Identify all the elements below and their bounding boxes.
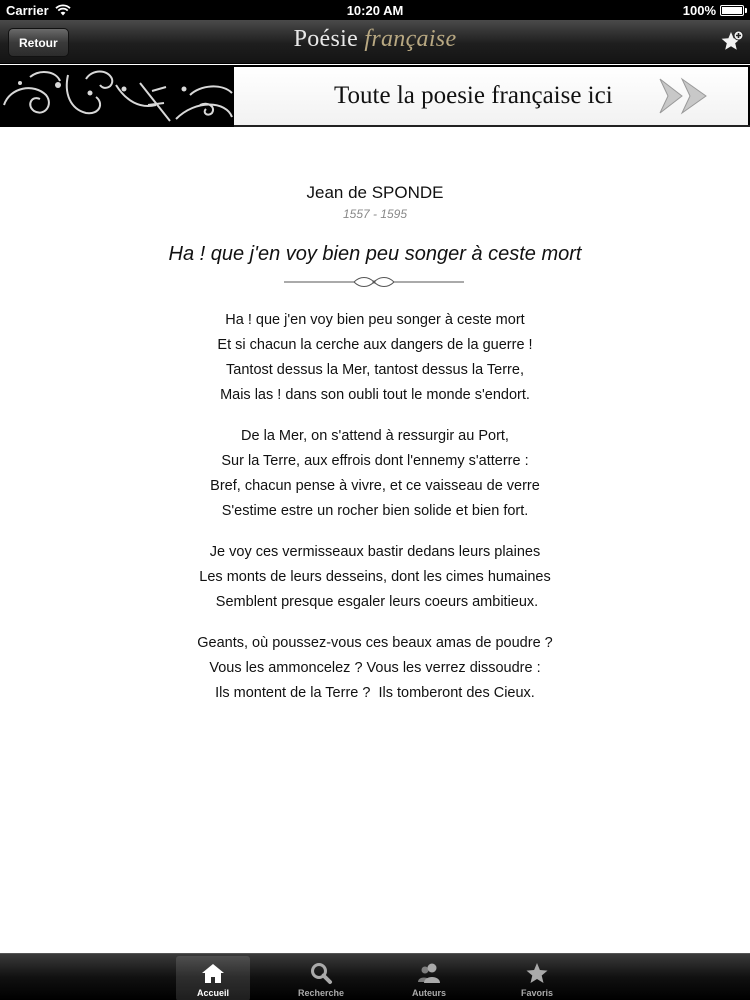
wifi-icon [55,4,71,16]
stanza [0,308,750,408]
double-chevron-right-icon [656,77,712,115]
verse-line: Semblent presque esgaler leurs coeurs ambitieux. [211,594,539,610]
verse-line: Geants, où poussez-vous ces beaux amas de poudre ? [197,635,553,651]
search-icon [308,961,334,985]
verse-line: Je voy ces vermisseaux bastir dedans leurs plaines [209,544,541,560]
poem-view [0,127,750,953]
tab-label: Favoris [520,988,553,998]
stanza [0,540,750,615]
verse-line: Mais las ! dans son oubli tout le monde s'endort. [220,387,530,403]
stanza [0,631,750,706]
navigation-bar [0,20,750,64]
tab-recherche[interactable] [267,954,375,1000]
app-title-main: Poésie [293,26,359,52]
banner-panel [234,67,748,125]
tab-label: Accueil [196,988,229,998]
back-button[interactable]: Retour [8,28,69,57]
battery-percent: 100% [682,2,716,18]
verse-line: S'estime estre un rocher bien solide et bien fort. [221,503,529,519]
verse-line: Les monts de leurs desseins, dont les cimes humaines [199,569,551,585]
tab-accueil[interactable] [176,956,250,1000]
battery-icon [720,5,744,16]
poem-title: Ha ! que j'en voy bien peu songer à ceste mort [168,243,582,265]
tab-bar [0,953,750,1000]
authors-icon [416,961,442,985]
poem-body [0,308,750,722]
verse-line: Ha ! que j'en voy bien peu songer à ceste mort [225,312,525,328]
stanza [0,424,750,524]
ad-banner[interactable] [0,65,750,127]
tab-label: Auteurs [411,988,446,998]
add-favorite-icon[interactable] [720,30,744,54]
verse-line: De la Mer, on s'attend à ressurgir au Port, [241,428,509,444]
author-name: Jean de SPONDE [306,183,444,202]
banner-text: Toute la poesie française ici [334,82,613,109]
status-bar [0,0,750,20]
app-title-accent: française [364,26,457,52]
app-title [0,26,750,53]
home-icon [200,961,226,985]
ornamental-divider [284,276,464,288]
verse-line: Ils montent de la Terre ? Ils tomberont des Cieux. [215,685,535,701]
star-icon [524,961,550,985]
tab-label: Recherche [297,988,345,998]
clock: 10:20 AM [346,2,404,18]
author-dates: 1557 - 1595 [342,207,408,221]
verse-line: Tantost dessus la Mer, tantost dessus la Terre, [226,362,524,378]
verse-line: Vous les ammoncelez ? Vous les verrez dissoudre : [209,660,541,676]
carrier-label: Carrier [6,2,49,18]
verse-line: Bref, chacun pense à vivre, et ce vaisseau de verre [210,478,540,494]
verse-line: Et si chacun la cerche aux dangers de la guerre ! [217,337,533,353]
verse-line: Sur la Terre, aux effrois dont l'ennemy s'atterre : [221,453,529,469]
tab-favoris[interactable] [483,954,591,1000]
tab-auteurs[interactable] [375,954,483,1000]
ornament-decoration [0,65,234,127]
